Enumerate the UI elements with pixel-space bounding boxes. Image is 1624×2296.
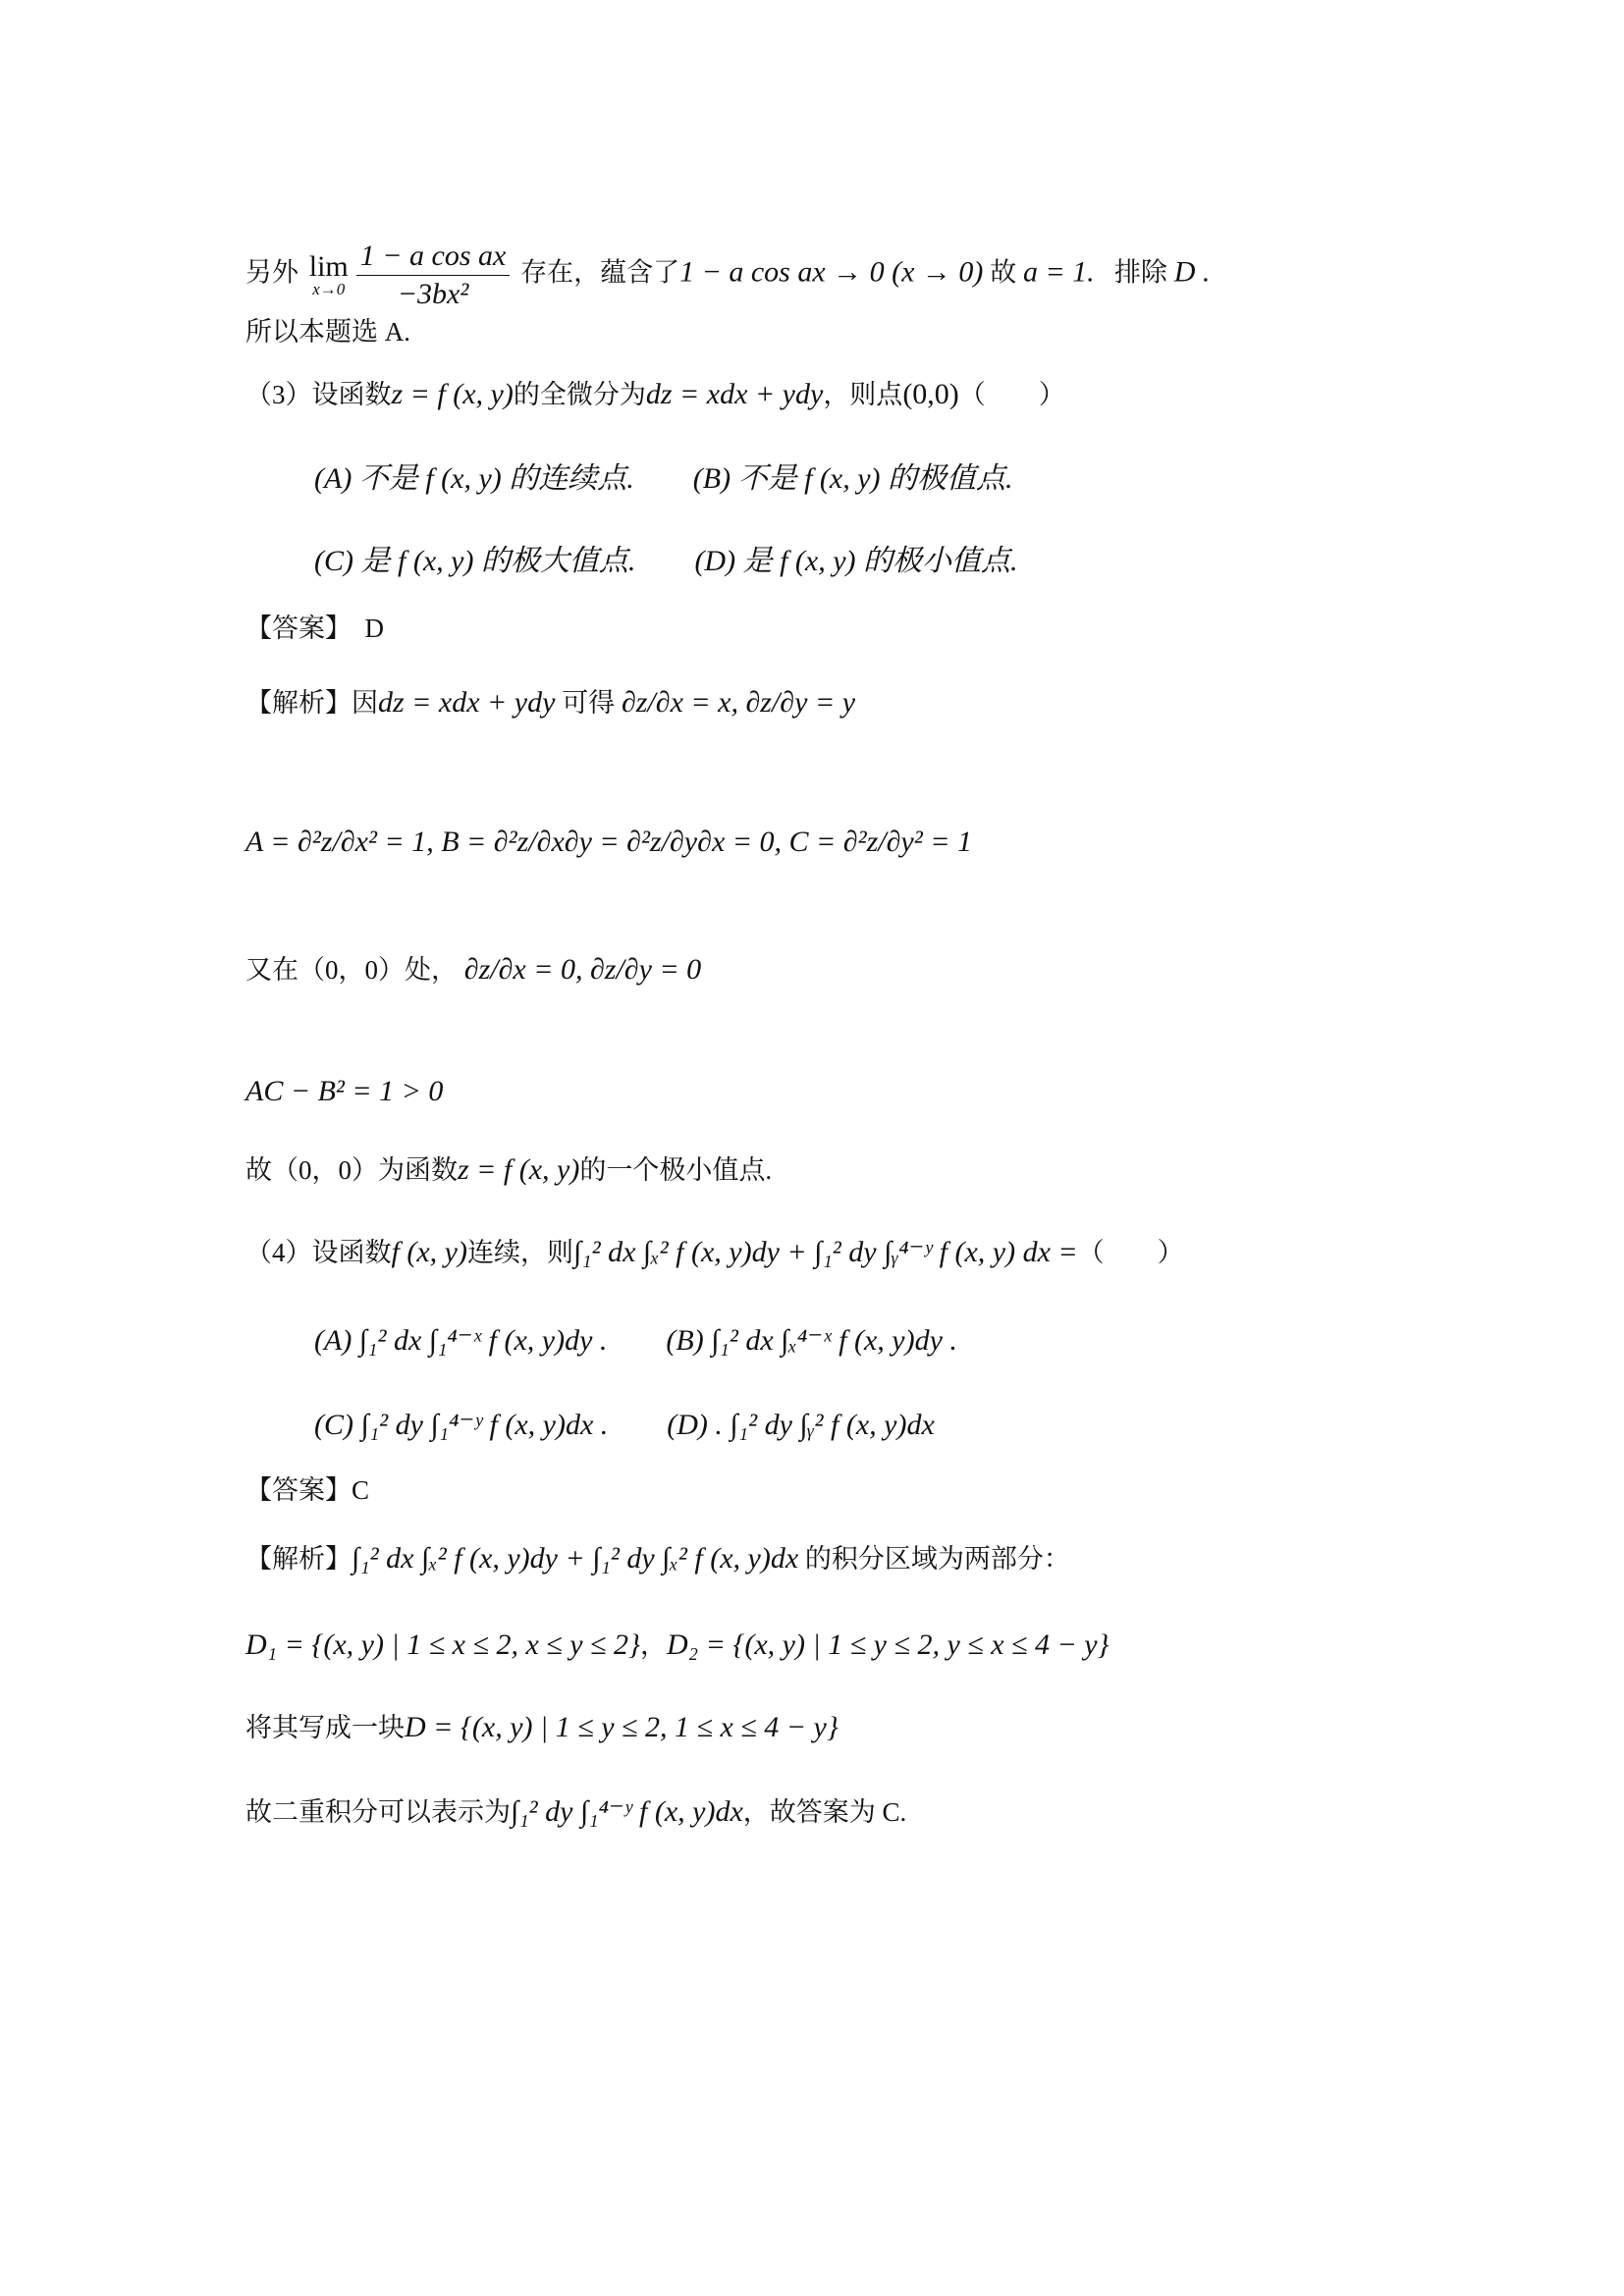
region-d2: D₂ = {(x, y) | 1 ≤ y ≤ 2, y ≤ x ≤ 4 − y} [667,1629,1110,1661]
denominator: −3bx² [397,278,469,310]
solution-label: 【解析】因 [245,688,378,718]
discriminant [245,1072,443,1111]
integral-expr: ∫₁² dy ∫₁⁴⁻ʸ f (x, y)dx [511,1795,743,1828]
question-4-answer [245,1470,369,1510]
text: 可得 [562,688,616,718]
answer-value: D [364,614,384,643]
option-c: (C) 是 f (x, y) 的极大值点. [314,545,636,577]
text: 排除 [1113,257,1167,288]
question-3-options-ab [245,459,1013,499]
option-a: (A) ∫₁² dx ∫₁⁴⁻ˣ f (x, y)dy . [314,1324,608,1357]
math-expr: dz = xdx + ydy [378,686,556,719]
solution-label: 【解析】 [245,1544,352,1574]
math-expr: A = ∂²z/∂x² = 1, B = ∂²z/∂x∂y = ∂²z/∂y∂x = 0, C = ∂²z/∂y² = 1 [245,826,972,858]
text: （4）设函数 [245,1238,392,1267]
question-3-answer [245,609,384,648]
numerator: 1 − a cos ax [356,238,511,276]
text: 的积分区域为两部分： [804,1544,1070,1574]
text: ，故答案为 C. [742,1797,907,1827]
integral-expr: ∫₁² dx ∫ₓ² f (x, y)dy + ∫₁² dy ∫ᵧ⁴⁻ʸ f (x, y) dx = [572,1236,1078,1268]
line-choose-a: 所以本题选 A. [245,317,410,347]
question-4-options-ab [245,1321,957,1361]
text: ，则点 [823,380,903,409]
text: （3）设函数 [245,380,392,409]
text: 的一个极小值点. [579,1155,773,1185]
math-expr: dz = xdx + ydy [645,378,824,410]
text: 连续，则 [466,1238,573,1267]
math-expr: f (x, y) [391,1236,467,1268]
question-4-stem [245,1233,1184,1272]
question-4-solution [245,1539,1070,1578]
question-3-conclusion [245,1150,772,1190]
region-d: D = {(x, y) | 1 ≤ y ≤ 2, 1 ≤ x ≤ 4 − y} [405,1711,839,1743]
answer-label: 【答案】 [245,614,352,643]
option-c: (C) ∫₁² dy ∫₁⁴⁻ʸ f (x, y)dx . [314,1409,609,1441]
merged-region [245,1708,839,1747]
integral-expr: ∫₁² dx ∫ₓ² f (x, y)dy + ∫₁² dy ∫ₓ² f (x, y)dx [352,1542,799,1575]
question-3-solution [245,683,855,722]
option-b: (B) 不是 f (x, y) 的极值点. [692,462,1013,495]
limit-operator: lim x→0 [308,249,349,298]
region-d1: D₁ = {(x, y) | 1 ≤ x ≤ 2, x ≤ y ≤ 2} [245,1629,640,1661]
line-limit-condition [245,238,1210,313]
option-d: (D) 是 f (x, y) 的极小值点. [694,545,1018,577]
text: 又在（0，0）处， [245,955,458,985]
text: （ ） [1077,1238,1184,1267]
math-expr: AC − B² = 1 > 0 [245,1075,444,1107]
option-d: (D) . ∫₁² dy ∫ᵧ² f (x, y)dx [667,1409,935,1441]
second-derivatives [245,823,972,862]
fraction [356,238,511,313]
text: 将其写成一块 [245,1713,405,1742]
text: 的全微分为 [513,380,646,409]
text: 存在，蕴含了 [520,257,680,288]
math-expr: a = 1. [1022,255,1095,289]
math-expr: (0,0) [902,378,959,410]
question-4-conclusion [245,1792,906,1832]
text: 故（0，0）为函数 [245,1155,458,1185]
option-a: (A) 不是 f (x, y) 的连续点. [314,462,634,495]
question-3-stem [245,375,1065,414]
text: 另外 [245,257,298,288]
stationary-point [245,950,701,989]
question-4-options-cd [245,1406,935,1445]
math-expr: 1 − a cos ax → 0 (x → 0) [679,255,984,289]
math-expr: D . [1173,255,1211,289]
integration-regions: D₁ = {(x, y) | 1 ≤ x ≤ 2, x ≤ y ≤ 2}，D₂ = {(x, y) | 1 ≤ y ≤ 2, y ≤ x ≤ 4 − y} [245,1629,1110,1661]
math-expr: z = f (x, y) [458,1153,580,1186]
option-b: (B) ∫₁² dx ∫ₓ⁴⁻ˣ f (x, y)dy . [666,1324,957,1357]
math-expr: ∂z/∂x = 0, ∂z/∂y = 0 [463,953,702,986]
question-3-options-cd [245,542,1018,581]
text: 故 [990,257,1017,288]
text: （ ） [958,380,1065,409]
answer-label: 【答案】 [245,1475,352,1505]
text: 故二重积分可以表示为 [245,1797,511,1827]
math-expr: z = f (x, y) [391,378,514,410]
answer-value: C [352,1475,370,1505]
partial-derivatives: ∂z/∂x = x, ∂z/∂y = y [621,686,856,719]
